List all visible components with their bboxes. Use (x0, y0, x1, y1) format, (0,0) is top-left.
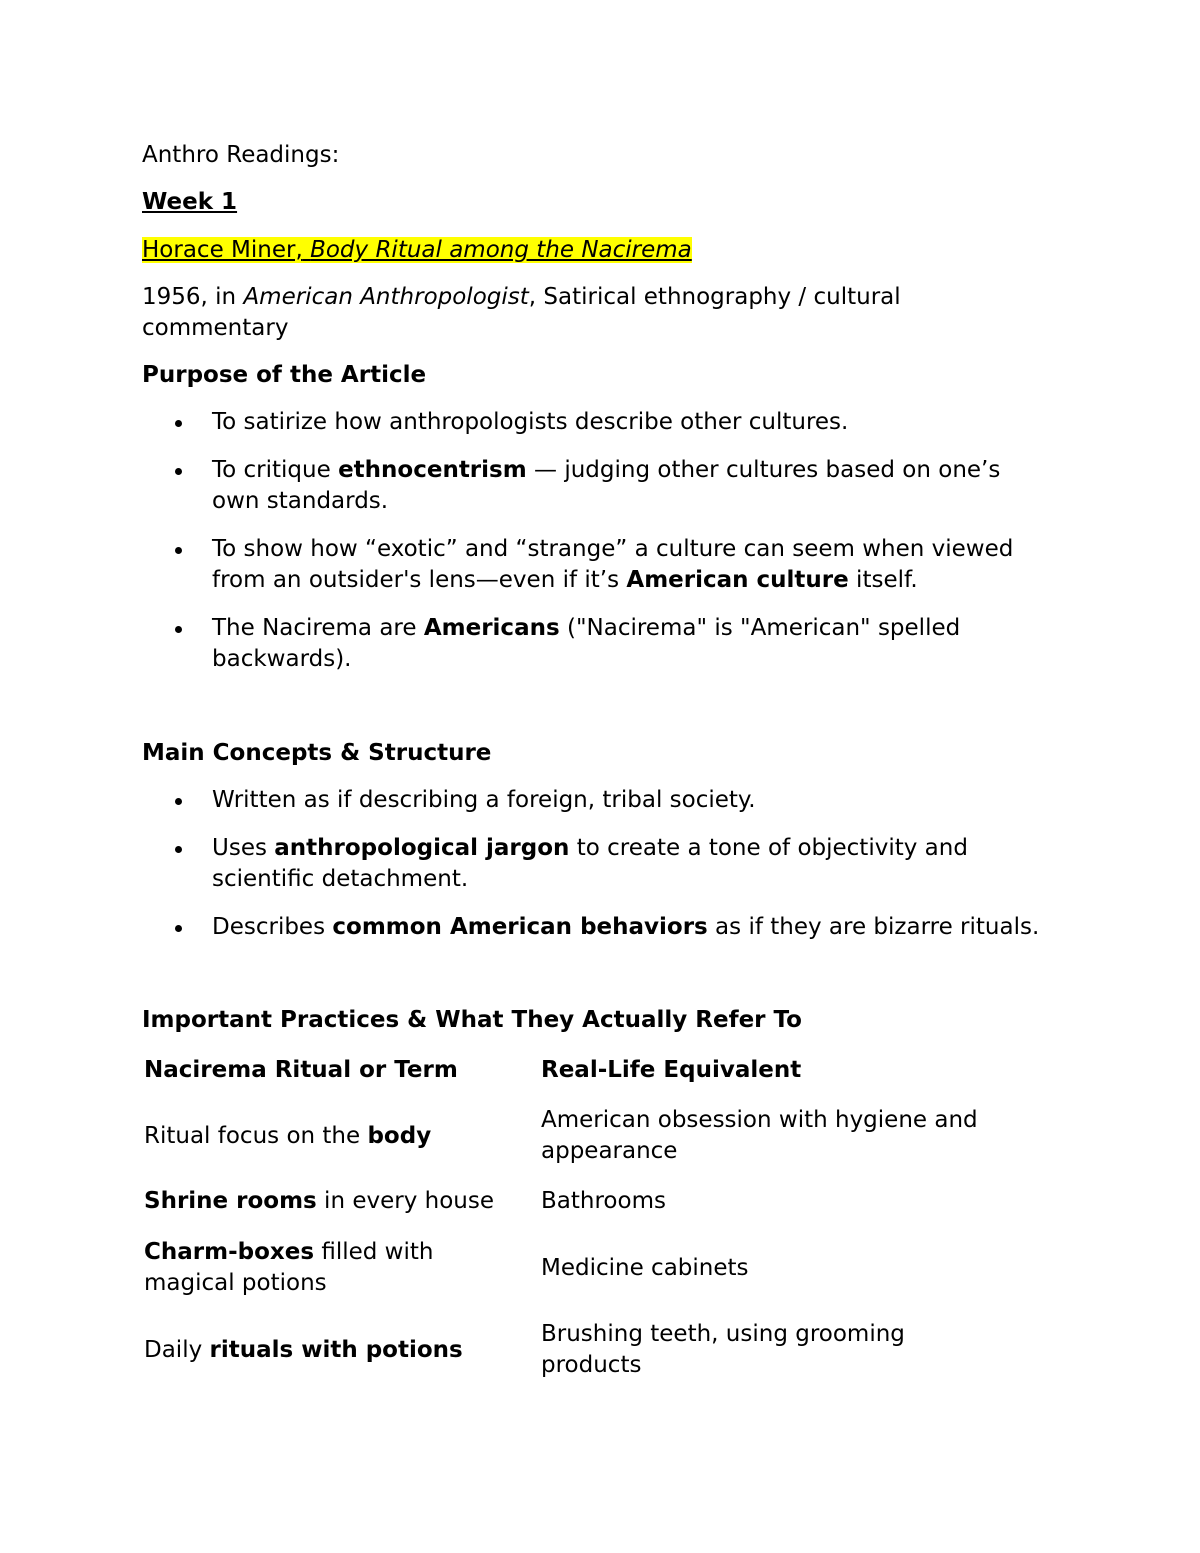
table-cell: Charm-boxes filled with magical potions (144, 1239, 434, 1296)
citation-prefix: 1956, in (142, 284, 244, 310)
bullet-icon (175, 925, 182, 932)
purpose-list (142, 407, 1013, 675)
concepts-list (142, 785, 1039, 943)
purpose-heading: Purpose of the Article (142, 362, 427, 388)
week-heading: Week 1 (142, 189, 238, 215)
list-item: Written as if describing a foreign, tribal society. (142, 785, 1039, 816)
table-cell: Medicine cabinets (541, 1255, 749, 1281)
bullet-icon (175, 626, 182, 633)
list-item: To critique ethnocentrism — judging other cultures based on one’s own standards. (142, 455, 1013, 517)
concepts-heading: Main Concepts & Structure (142, 740, 492, 766)
table-header-col1: Nacirema Ritual or Term (144, 1057, 458, 1083)
bullet-icon (175, 798, 182, 805)
citation (142, 282, 901, 344)
list-item: The Nacirema are Americans ("Nacirema" is "American" spelled backwards). (142, 613, 1013, 675)
bullet-icon (175, 420, 182, 427)
table-cell: Ritual focus on the body (144, 1123, 432, 1149)
reading-author: Horace Miner, (142, 237, 303, 263)
bullet-icon (175, 468, 182, 475)
table-cell: Daily rituals with potions (144, 1337, 463, 1363)
list-item: To satirize how anthropologists describe other cultures. (142, 407, 1013, 438)
citation-journal: American Anthropologist (243, 284, 529, 310)
table-cell: Bathrooms (541, 1188, 666, 1214)
table-cell: American obsession with hygiene and appearance (541, 1107, 978, 1164)
list-item: Uses anthropological jargon to create a tone of objectivity and scientific detachment. (142, 833, 1039, 895)
table-cell: Shrine rooms in every house (144, 1188, 494, 1214)
citation-suffix: , Satirical ethnography / cultural (528, 284, 901, 310)
table-cell: Brushing teeth, using grooming products (541, 1321, 905, 1378)
list-item: Describes common American behaviors as if they are bizarre rituals. (142, 912, 1039, 943)
bullet-icon (175, 547, 182, 554)
list-item: To show how “exotic” and “strange” a culture can seem when viewed from an outsider's lens—even if it’s American culture itself. (142, 534, 1013, 596)
citation-suffix-line2: commentary (142, 315, 289, 341)
table-header-col2: Real-Life Equivalent (541, 1057, 802, 1083)
practices-heading: Important Practices & What They Actually Refer To (142, 1007, 802, 1033)
bullet-icon (175, 846, 182, 853)
reading-work-title: Body Ritual among the Nacirema (310, 237, 692, 263)
course-title: Anthro Readings: (142, 142, 340, 168)
reading-title (142, 235, 692, 266)
